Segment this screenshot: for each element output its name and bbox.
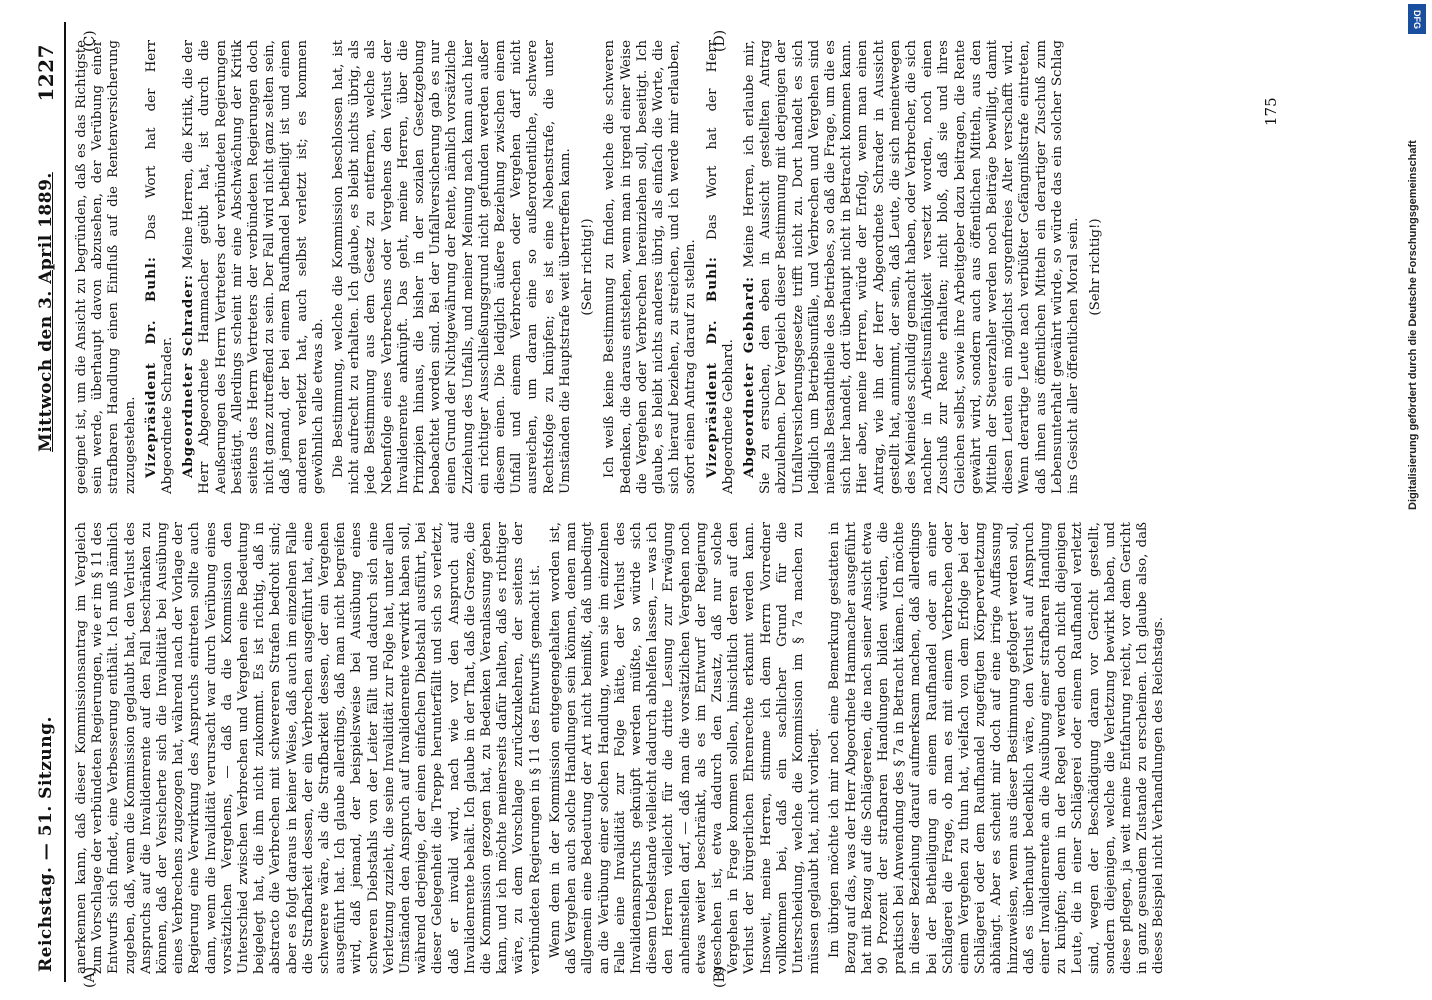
applause-2: (Sehr richtig!)	[1088, 218, 1104, 316]
right-intro: geeignet ist, um die Ansicht zu begründen, daß es das Richtigste sein werde, überhaupt davon abzusehen, der Verübung einer strafbaren Handlung einen Einfluß auf die Rentenversicherung zuzugestehen.	[74, 40, 138, 494]
speaker-gebhard: Abgeordneter Gebhard:	[740, 276, 757, 478]
page-header	[30, 22, 66, 982]
header-page-number: 1227	[34, 44, 58, 102]
left-paragraph-3: Im übrigen möchte ich mir noch eine Bemerkung gestatten in Bezug auf das, was der Herr Abgeordnete Hammacher ausgeführt hat mit Bezug auf die Schlägereien, die nach seiner Ansicht etwa 90 Prozent der strafbaren Handlungen bilden würden, die praktisch bei Anwendung des § 7a in Betracht kämen. Ich möchte in dieser Beziehung darauf aufmerksam machen, daß allerdings bei der Betheiligung an einem Raufhandel oder an einer Schlägerei die Frage, ob man es mit einem Verbrechen oder einem Vergehen zu thun hat, vielfach von dem Erfolge bei der Schlägerei oder dem Raufhandel zugefügten Körperverletzung abhängt. Aber es scheint mir doch auf eine irrige Auffassung hinzuweisen, wenn aus dieser Bestimmung gefolgert werden soll, daß es überhaupt bedenklich wäre, den Verlust auf Anspruch einer Invalidenrente an die Ausübung einer strafbaren Handlung zu knüpfen; denn in der Regel werden doch nicht diejenigen Leute, die in einer Schlägerei oder einem Raufhandel verletzt sind, wegen der Beschädigung daran vor Gericht gestellt, sondern diejenigen, welche die Verletzung bewirkt haben, und diese pflegen, ja weit meine Entfahrung reicht, vor dem Gericht in ganz gesundem Zustande zu erscheinen. Ich glaube also, daß dieses Beispiel nicht Verhandlungen des Reichstags.	[827, 522, 1167, 974]
speaker-schrader: Abgeordneter Schrader:	[180, 274, 197, 478]
schrader-text-2: Die Bestimmung, welche die Kommission beschlossen hat, ist nicht aufrecht zu erhalten. Ich glaube, es bleibt nichts übrig, als jede Bestimmung aus dem Gesetz zu entfernen, welche als Nebenfolge eines Verbrechens oder Vergehens den Verlust der Invalidenrente anknüpft. Das geht, meine Herren, über die Prinzipien hinaus, die bisher in der sozialen Gesetzgebung beobachtet worden sind. Bei der Unfallversicherung gab es nur einen Grund der Nichtgewährung der Rente, nämlich vorsätzliche Zuziehung des Unfalls, und meiner Meinung nach kann auch hier ein richtiger Ausschließungsgrund nicht gefunden werden außer diesem einen. Die lediglich äußere Beziehung zwischen einem Unfall und einem Verbrechen oder Vergehen darf nicht ausreichen, um daran eine so außerordentliche, schwere Rechtsfolge zu knüpfen; es ist eine Nebenstrafe, die unter Umständen die Hauptstrafe weit übertreffen kann.	[331, 40, 573, 494]
right-column	[74, 40, 1352, 494]
left-column	[74, 522, 1352, 974]
header-session: Reichstag. — 51. Sitzung.	[36, 716, 56, 972]
speaker-vp-1: Vizepräsident Dr. Buhl:	[142, 256, 159, 478]
rotated-newspaper-sheet	[12, 22, 1392, 988]
dfg-logo: DFG	[1408, 4, 1426, 34]
margin-marker-b: (B)	[712, 966, 728, 988]
margin-marker-c: (C)	[82, 30, 98, 52]
gebhard-speech	[741, 40, 1082, 494]
dfg-attribution: Digitalisierung gefördert durch die Deutsche Forschungsgemeinschaft	[1407, 140, 1419, 510]
gebhard-text: Meine Herren, ich erlaube mir, Sie zu ersuchen, den eben in Aussicht gestellten Antrag abzulehnen. Der Vergleich dieser Bestimmung mit derjenigen der Unfallversicherungsgesetze trifft nicht zu. Dort handelt es sich lediglich um Betriebsunfälle, und Verbrechen und Vergehen sind niemals Bestandtheile des Betriebes, so daß die Frage, um die es sich hier handelt, dort überhaupt nicht in Betracht kommen kann. Hier aber, meine Herren, würde der Erfolg, wenn man einen Antrag, wie ihn der Herr Abgeordnete Schrader in Aussicht gestellt hat, annimmt, der sein, daß Leute, die sich meinetwegen des Meineides schuldig gemacht haben, oder Verbrecher, die sich nachher in Arbeitsunfähigkeit versetzt worden, noch einen Zuschuß zur Rente erhalten; nicht bloß, daß sie und ihres Gleichen selbst, sowie ihre Arbeitgeber dazu beitragen, die Rente gewährt wird, sondern auch aus öffentlichen Mitteln, aus den Mitteln der Steuerzahler werden noch Beiträge bewilligt, damit diesen Leuten ein möglichst sorgenfreies Alter verschafft wird. Wenn derartige Leute nach verbüßter Gefängnißstrafe eintreten, daß ihnen aus öffentlichen Mitteln ein derartiger Zuschuß zum Lebensunterhalt gewährt würde, so würde das ein solcher Schlag ins Gesicht aller öffentlichen Moral sein.	[741, 40, 1081, 494]
schrader-text-1: Meine Herren, die Kritik, die der Herr Abgeordnete Hammacher geübt hat, ist durch die Aeußerungen des Herrn Vertreters der verbündeten Regierungen bestätigt. Allerdings scheint mir eine Abschwächung der Kritik seitens des Herrn Vertreters der verbündeten Regierungen doch nicht ganz zutreffend zu sein. Der Fall wird nicht ganz selten sein, daß jemand, der bei einem Raufhandel betheiligt ist und einen anderen verletzt hat, auch selbst verletzt ist; es kommen gewöhnlich alle etwas ab.	[181, 40, 326, 494]
vp-announcement-1	[143, 40, 176, 494]
header-date: Mittwoch den 3. April 1889.	[36, 172, 56, 452]
margin-marker-a: (A)	[82, 966, 98, 988]
left-paragraph-2: Wenn dem in der Kommission entgegengehalten worden ist, daß Vergehen auch solche Handlungen sein können, denen man allgemein eine Bedeutung der Art nicht beimißt, daß unbedingt an die Verübung einer solchen Handlung, wenn sie im einzelnen Falle eine Invalidität zur Folge hätte, der Verlust des Invalidenanspruchs geknüpft werden müßte, so würde sich diesem Uebelstande vielleicht dadurch abhelfen lassen, — was ich den Herren vielleicht für die dritte Lesung zur Erwägung anheimstellen darf, — daß man die vorsätzlichen Vergehen noch etwas weiter beschränkt, als es im Entwurf der Regierung geschehen ist, etwa dadurch den Zusatz, daß nur solche Vergehen in Frage kommen sollen, hinsichtlich deren auf den Verlust der bürgerlichen Ehrenrechte erkannt werden kann. Insoweit, meine Herren, stimme ich dem Herrn Vorredner vollkommen bei, daß ein sachlicher Grund für die Unterscheidung, welche die Kommission im § 7a machen zu müssen geglaubt hat, nicht vorliegt.	[547, 522, 823, 974]
speaker-vp-2: Vizepräsident Dr. Buhl:	[703, 256, 720, 478]
vp-text-2: Das Wort hat der Herr Abgeordnete Gebhard.	[704, 40, 736, 494]
schrader-speech	[180, 40, 327, 494]
footer-page-number: 175	[1262, 97, 1280, 126]
applause-1: (Sehr richtig!)	[580, 218, 596, 316]
vp-text-1: Das Wort hat der Herr Abgeordnete Schrader.	[143, 40, 176, 494]
vp-announcement-2	[704, 40, 737, 494]
left-paragraph-1: anerkennen kann, daß dieser Kommissionsantrag im Vergleich zum Vorschlage der verbündeten Regierungen, wie er im § 11 des Entwurfs sich findet, eine Verbesserung enthält. Ich muß nämlich zugeben, daß, wenn die Kommission geglaubt hat, den Verlust des Anspruchs auf die Invalidenrente auf den Fall beschränken zu können, daß der Versicherte sich die Invalidität bei Ausübung eines Verbrechens zugezogen hat, während nach der Vorlage der Regierung eine Verwirkung des Anspruchs eintreten sollte auch dann, wenn die Invalidität verursacht war durch Verübung eines vorsätzlichen Vergehens, — daß da die Kommission den Unterschied zwischen Verbrechen und Vergehen eine Bedeutung beigelegt hat, die ihm nicht zukommt. Es ist richtig, daß in abstracto die Verbrechen mit schwereren Strafen bedroht sind; aber es folgt daraus in keiner Weise, daß auch im einzelnen Falle die Strafbarkeit dessen, der ein Verbrechen ausgeführt hat, eine schwerere wäre, als die Strafbarkeit dessen, der ein Vergehen ausgeführt hat. Ich glaube allerdings, daß man nicht begreifen wird, daß jemand, der beispielsweise bei Ausübung eines schweren Diebstahls von der Leiter fällt und dadurch sich eine Verletzung zuzieht, die seine Invalidität zur Folge hat, unter allen Umständen den Anspruch auf Invalidenrente verwirkt haben soll, während derjenige, der einen einfachen Diebstahl ausführt, bei dieser Gelegenheit die Treppe herunterfällt und sich so verletzt, daß er invalid wird, nach wie vor den Anspruch auf Invalidenrente behält. Ich glaube in der That, daß die Grenze, die die Kommission gezogen hat, zu Bedenken Veranlassung geben kann, und ich möchte meinerseits dafür halten, daß es richtiger wäre, zu dem Vorschlage zurückzukehren, der seitens der verbündeten Regierungen in § 11 des Entwurfs gemacht ist.	[74, 522, 543, 974]
schrader-text-3: Ich weiß keine Bestimmung zu finden, welche die schweren Bedenken, die daraus entstehen, wenn man in irgend einer Weise die Vergehen oder Verbrechen hereinziehen soll, beseitigt. Ich glaube, es bleibt nichts anderes übrig, als einfach die Worte, die sich hierauf beziehen, zu streichen, und ich werde mir erlauben, sofort einen Antrag darauf zu stellen.	[602, 40, 699, 494]
margin-marker-d: (D)	[712, 29, 728, 52]
